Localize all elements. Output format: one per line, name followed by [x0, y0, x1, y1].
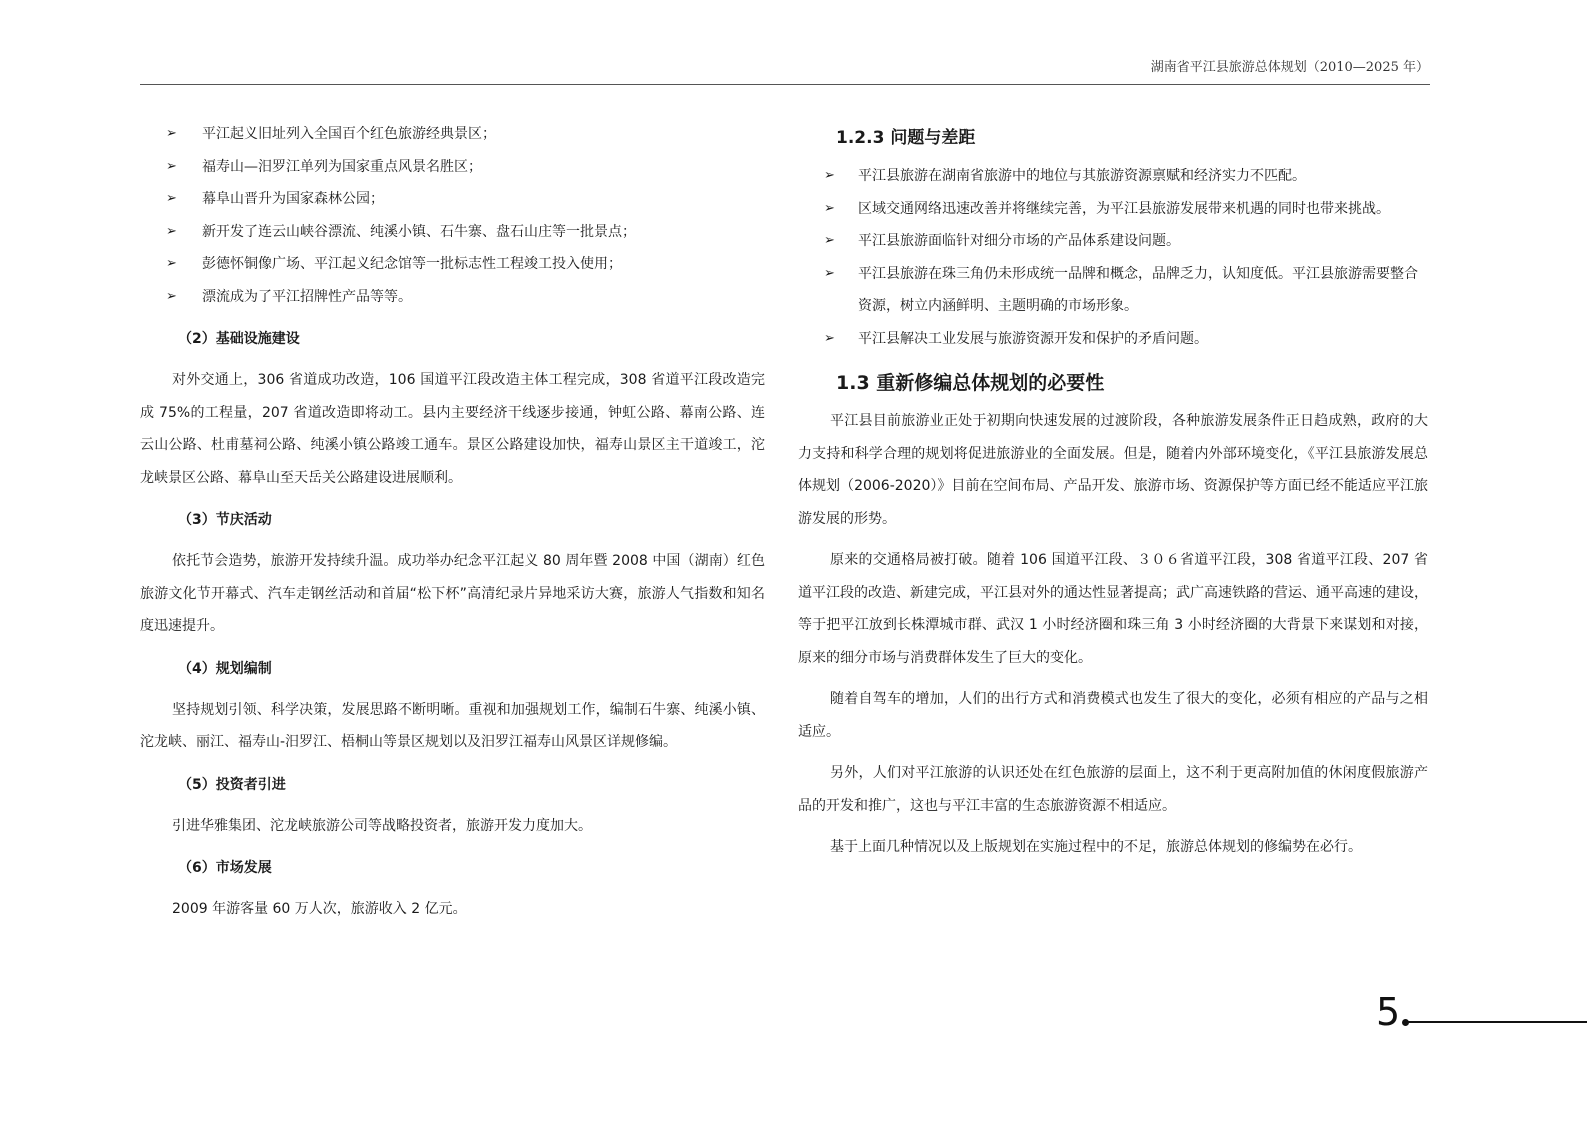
festival-paragraph: 依托节会造势，旅游开发持续升温。成功举办纪念平江起义 80 周年暨 2008 中国（湖南）红色旅游文化节开幕式、汽车走钢丝活动和首届“松下杯”高清纪录片异地采访大赛，旅游人气指数和知名度迅速提升。	[140, 553, 765, 634]
list-item	[140, 248, 765, 281]
list-item	[140, 118, 765, 151]
planning-paragraph: 坚持规划引领、科学决策，发展思路不断明晰。重视和加强规划工作，编制石牛寨、纯溪小镇、沱龙峡、丽江、福寿山-汨罗江、梧桐山等景区规划以及汨罗江福寿山风景区详规修编。	[140, 701, 765, 750]
market-paragraph: 2009 年游客量 60 万人次，旅游收入 2 亿元。	[172, 901, 467, 917]
achievement-list	[140, 118, 765, 313]
arrow-bullet-icon: ➢	[166, 126, 177, 141]
list-item-text: 福寿山—汨罗江单列为国家重点风景名胜区；	[202, 158, 482, 175]
list-item	[140, 281, 765, 314]
arrow-bullet-icon: ➢	[824, 233, 835, 248]
problems-heading: 1.2.3 问题与差距	[836, 128, 976, 148]
transport-paragraph: 原来的交通格局被打破。随着 106 国道平江段、３０６省道平江段，308 省道平江段、207 省道平江段的改造、新建完成，平江县对外的通达性显著提高；武广高速铁路的营运、通平高速的建设，等于把平江放到长株潭城市群、武汉 1 小时经济圈和珠三角 3 小时经济圈的大背景下来谋划和对接，原来的细分市场与消费群体发生了巨大的变化。	[798, 552, 1428, 666]
market-heading: （6）市场发展	[178, 860, 272, 876]
perception-paragraph: 另外，人们对平江旅游的认识还处在红色旅游的层面上，这不利于更高附加值的休闲度假旅游产品的开发和推广，这也与平江丰富的生态旅游资源不相适应。	[798, 765, 1428, 814]
list-item	[798, 193, 1428, 226]
list-item-text: 平江县旅游在珠三角仍未形成统一品牌和概念，品牌乏力，认知度低。平江县旅游需要整合资源，树立内涵鲜明、主题明确的市场形象。	[858, 265, 1418, 314]
list-item-text: 漂流成为了平江招牌性产品等等。	[202, 288, 412, 305]
page-number: 5	[1376, 990, 1401, 1034]
list-item	[140, 216, 765, 249]
header-title: 湖南省平江县旅游总体规划（2010—2025 年）	[1150, 60, 1429, 75]
arrow-bullet-icon: ➢	[824, 265, 835, 281]
list-item-text: 平江县旅游面临针对细分市场的产品体系建设问题。	[858, 233, 1180, 249]
infrastructure-paragraph: 对外交通上，306 省道成功改造，106 国道平江段改造主体工程完成，308 省道平江段改造完成 75%的工程量，207 省道改造即将动工。县内主要经济干线逐步接通，钟虹公路、幕南公路、连云山公路、杜甫墓祠公路、纯溪小镇公路竣工通车。景区公路建设加快，福寿山景区主干道竣工，沱龙峡景区公路、幕阜山至天岳关公路建设进展顺利。	[140, 372, 765, 486]
arrow-bullet-icon: ➢	[166, 288, 177, 304]
header-divider	[140, 84, 1430, 85]
right-column	[798, 118, 1428, 873]
arrow-bullet-icon: ➢	[824, 330, 835, 346]
list-item	[798, 323, 1428, 356]
arrow-bullet-icon: ➢	[166, 191, 177, 206]
arrow-bullet-icon: ➢	[824, 200, 835, 216]
list-item-text: 平江县旅游在湖南省旅游中的地位与其旅游资源禀赋和经济实力不匹配。	[858, 168, 1306, 184]
list-item	[798, 160, 1428, 193]
infrastructure-heading: （2）基础设施建设	[178, 331, 300, 347]
list-item-text: 平江县解决工业发展与旅游资源开发和保护的矛盾问题。	[858, 330, 1208, 347]
arrow-bullet-icon: ➢	[166, 256, 177, 271]
list-item-text: 平江起义旧址列入全国百个红色旅游经典景区；	[202, 126, 496, 142]
list-item	[140, 183, 765, 216]
page-number-rule	[1408, 1021, 1587, 1023]
list-item	[798, 258, 1428, 323]
list-item-text: 幕阜山晋升为国家森林公园；	[202, 191, 384, 207]
list-item-text: 彭德怀铜像广场、平江起义纪念馆等一批标志性工程竣工投入使用；	[202, 256, 622, 272]
problems-list	[798, 160, 1428, 355]
necessity-heading: 1.3 重新修编总体规划的必要性	[836, 372, 1105, 394]
arrow-bullet-icon: ➢	[166, 158, 177, 174]
investor-paragraph: 引进华雅集团、沱龙峡旅游公司等战略投资者，旅游开发力度加大。	[172, 817, 592, 834]
arrow-bullet-icon: ➢	[824, 168, 835, 183]
self-drive-paragraph: 随着自驾车的增加，人们的出行方式和消费模式也发生了很大的变化，必须有相应的产品与之相适应。	[798, 691, 1428, 740]
list-item-text: 新开发了连云山峡谷漂流、纯溪小镇、石牛寨、盘石山庄等一批景点；	[202, 223, 636, 240]
list-item	[140, 151, 765, 184]
list-item-text: 区域交通网络迅速改善并将继续完善，为平江县旅游发展带来机遇的同时也带来挑战。	[858, 200, 1390, 217]
list-item	[798, 225, 1428, 258]
arrow-bullet-icon: ➢	[166, 223, 177, 239]
festival-heading: （3）节庆活动	[178, 512, 272, 528]
conclusion-paragraph: 基于上面几种情况以及上版规划在实施过程中的不足，旅游总体规划的修编势在必行。	[830, 839, 1362, 855]
left-column	[140, 118, 765, 935]
necessity-paragraph: 平江县目前旅游业正处于初期向快速发展的过渡阶段，各种旅游发展条件正日趋成熟，政府的大力支持和科学合理的规划将促进旅游业的全面发展。但是，随着内外部环境变化，《平江县旅游发展总体规划（2006-2020）》目前在空间布局、产品开发、旅游市场、资源保护等方面已经不能适应平江旅游发展的形势。	[798, 413, 1428, 527]
investor-heading: （5）投资者引进	[178, 776, 286, 793]
planning-heading: （4）规划编制	[178, 660, 272, 677]
